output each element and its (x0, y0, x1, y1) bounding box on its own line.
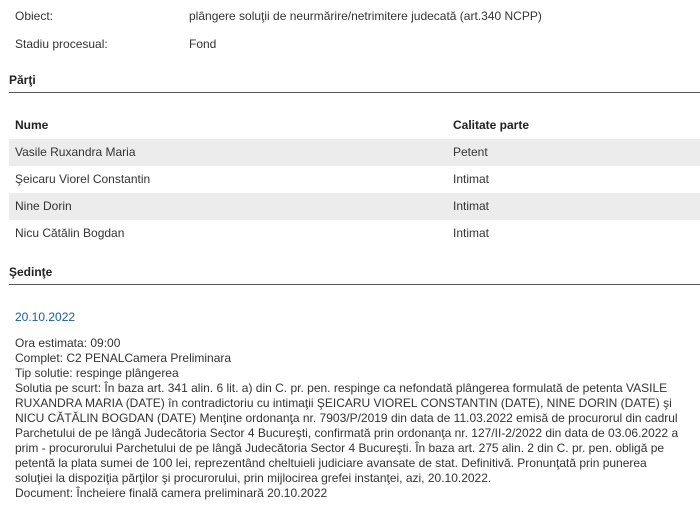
table-row (9, 193, 700, 220)
table-header (9, 112, 700, 139)
party-role: Petent (453, 145, 488, 159)
obiect-value: plângere soluţii de neurmărire/netrimitere judecată (art.340 NCPP) (189, 9, 542, 23)
party-role: Intimat (453, 199, 490, 213)
document: Document: Încheiere finală camera preliminară 20.10.2022 (15, 486, 328, 500)
stadiu-value: Fond (189, 37, 217, 51)
obiect-label: Obiect: (15, 9, 54, 23)
hearing-details (15, 336, 685, 501)
party-role: Intimat (453, 226, 490, 240)
party-name: Nicu Cătălin Bogdan (15, 226, 125, 240)
sedinte-divider (9, 284, 700, 285)
complet: Complet: C2 PENALCamera Preliminara (15, 351, 232, 365)
table-row (9, 220, 700, 247)
table-row (9, 139, 700, 166)
stadiu-label: Stadiu procesual: (15, 37, 108, 51)
solutia-pe-scurt: Solutia pe scurt: În baza art. 341 alin. 6 lit. a) din C. pr. pen. respinge ca nefondată plângerea formulată de petenta VASILE RUXANDRA MARIA (DATE) în contradictoriu cu intimaţii ŞEICARU VIOREL CONSTANTIN (DATE), NINE DORIN (DATE) şi NICU CĂTĂLIN BOGDAN (DATE) Menţine ordonanţa nr. 7903/P/2019 din data de 11.03.2022 emisă de procurorul din cadrul Parchetului de pe lângă Judecătoria Sector 4 Bucureşti, confirmată prin ordonanţa nr. 127/II-2/2022 din data de 03.06.2022 a prim - procurorului Parchetului de pe lângă Judecătoria Sector 4 Bucureşti. În baza art. 275 alin. 2 din C. pr. pen. obligă pe petentă la plata sumei de 100 lei, reprezentând cheltuieli judiciare avansate de stat. Definitivă. Pronunţată prin punerea soluţiei la dispoziţia părţilor şi procurorului, prin mijlocirea grefei instanţei, azi, 20.10.2022. (15, 381, 679, 485)
party-name: Vasile Ruxandra Maria (15, 145, 136, 159)
ora-estimata: Ora estimata: 09:00 (15, 336, 121, 350)
party-name: Nine Dorin (15, 199, 72, 213)
column-header-calitate: Calitate parte (453, 118, 530, 132)
hearing-date-link[interactable]: 20.10.2022 (15, 310, 76, 324)
party-role: Intimat (453, 172, 490, 186)
tip-solutie: Tip solutie: respinge plângerea (15, 366, 179, 380)
party-name: Şeicaru Viorel Constantin (15, 172, 151, 186)
parti-divider (9, 92, 700, 93)
parti-table (9, 112, 700, 247)
parti-section-title: Părţi (9, 73, 36, 87)
table-row (9, 166, 700, 193)
sedinte-section-title: Şedinţe (9, 265, 53, 279)
column-header-nume: Nume (15, 118, 49, 132)
